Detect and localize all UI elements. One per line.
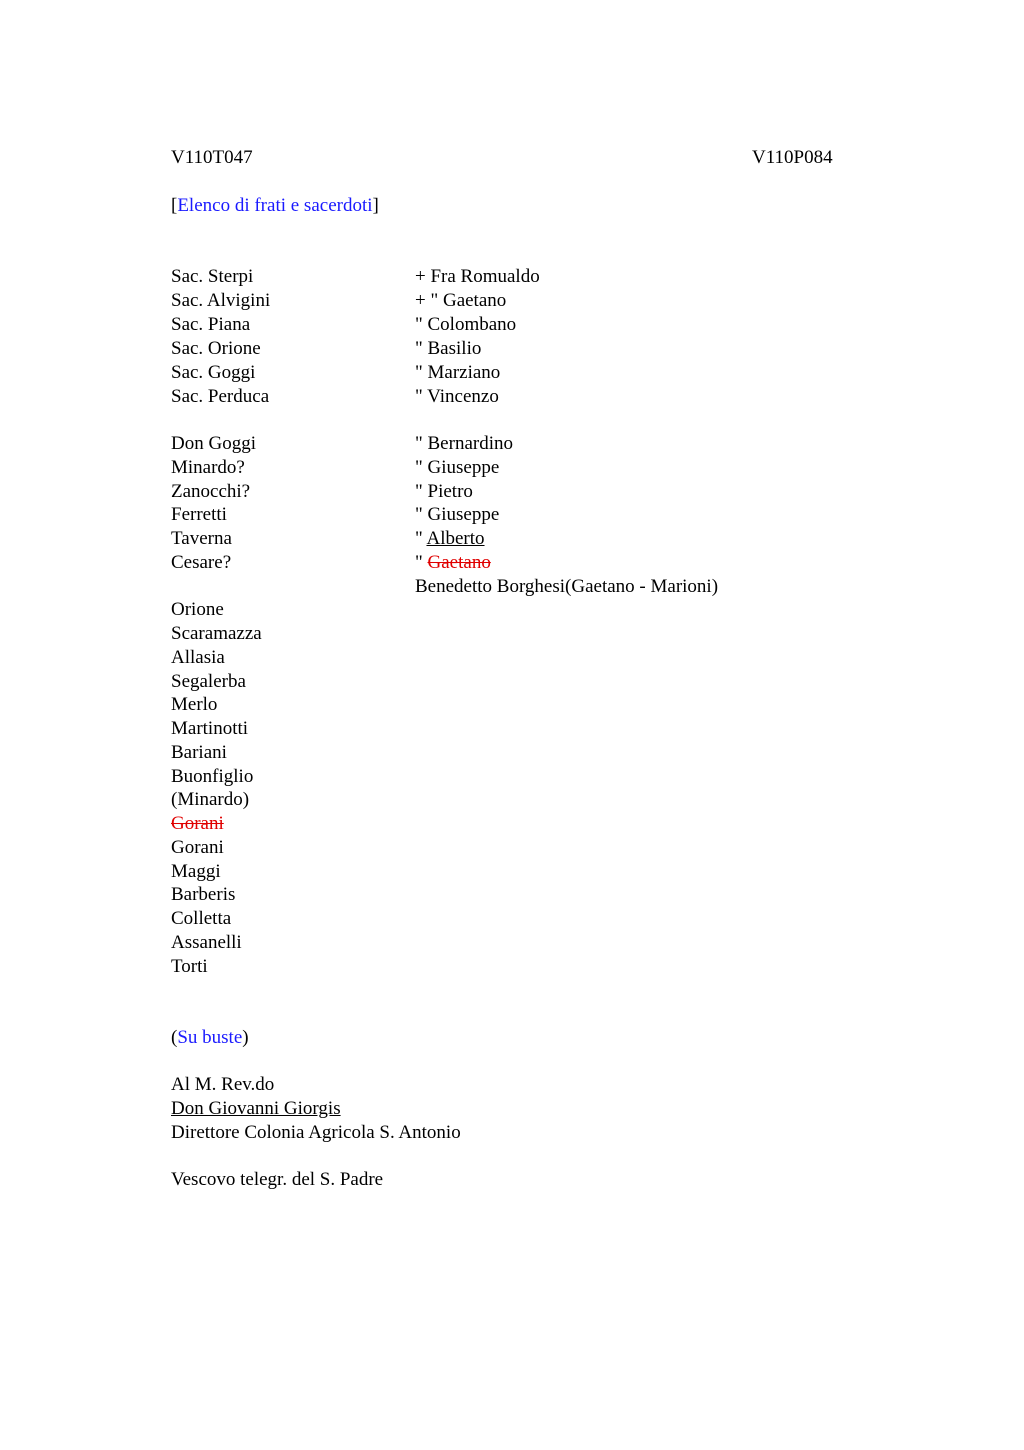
benedetto-entry: Benedetto Borghesi(Gaetano - Marioni) xyxy=(415,576,719,597)
ditto-mark: " xyxy=(415,528,427,549)
name-entry: Zanocchi? xyxy=(171,481,251,502)
envelope-note-text: Su buste xyxy=(177,1027,243,1048)
page-title xyxy=(171,194,379,218)
friar-name: " Marziano xyxy=(415,362,501,383)
friar-name: " Basilio xyxy=(415,338,482,359)
name-entry: Martinotti xyxy=(171,718,249,739)
name-entry: Bariani xyxy=(171,742,227,763)
name-entry: Barberis xyxy=(171,884,236,905)
ditto-mark: " xyxy=(415,552,428,573)
friar-name: " Bernardino xyxy=(415,433,513,454)
friar-name: " Vincenzo xyxy=(415,386,499,407)
doc-ref-right: V110P084 xyxy=(752,147,833,168)
name-entry: Buonfiglio xyxy=(171,766,254,787)
priest-name: Sac. Goggi xyxy=(171,362,256,383)
name-entry: Allasia xyxy=(171,647,225,668)
struck-name: Gaetano xyxy=(427,552,491,573)
name-entry: Orione xyxy=(171,599,224,620)
friar-name: " Giuseppe xyxy=(415,504,500,525)
name-entry: Merlo xyxy=(171,694,218,715)
priest-name: Sac. Orione xyxy=(171,338,261,359)
priest-name: Sac. Piana xyxy=(171,314,251,335)
address-line-2: Don Giovanni Giorgis xyxy=(171,1098,341,1119)
struck-name: Gorani xyxy=(171,813,224,834)
friar-name: + " Gaetano xyxy=(415,290,507,311)
doc-ref-left: V110T047 xyxy=(171,147,253,168)
name-entry: Scaramazza xyxy=(171,623,262,644)
friar-name: + Fra Romualdo xyxy=(415,266,540,287)
paren-open: ( xyxy=(171,1027,178,1048)
title-bracket-open: [ xyxy=(171,195,178,216)
footer-note: Vescovo telegr. del S. Padre xyxy=(171,1169,384,1190)
name-entry: Torti xyxy=(171,956,208,977)
name-entry: Maggi xyxy=(171,861,221,882)
priest-name: Sac. Sterpi xyxy=(171,266,254,287)
name-entry: Don Goggi xyxy=(171,433,256,454)
name-entry: Colletta xyxy=(171,908,232,929)
friar-name: " Colombano xyxy=(415,314,517,335)
name-entry: Minardo? xyxy=(171,457,245,478)
name-entry: (Minardo) xyxy=(171,789,250,810)
address-line-3: Direttore Colonia Agricola S. Antonio xyxy=(171,1122,461,1143)
priest-name: Sac. Perduca xyxy=(171,386,270,407)
address-line-1: Al M. Rev.do xyxy=(171,1074,275,1095)
friar-name: " Giuseppe xyxy=(415,457,500,478)
title-bracket-close: ] xyxy=(372,195,379,216)
name-entry: Segalerba xyxy=(171,671,246,692)
friar-name-gaetano xyxy=(415,551,491,575)
underlined-name: Alberto xyxy=(426,528,485,549)
priest-name: Sac. Alvigini xyxy=(171,290,271,311)
envelope-note xyxy=(171,1026,249,1050)
paren-close: ) xyxy=(242,1027,249,1048)
name-entry: Assanelli xyxy=(171,932,242,953)
friar-name-alberto xyxy=(415,527,485,551)
name-entry: Taverna xyxy=(171,528,232,549)
name-entry: Cesare? xyxy=(171,552,232,573)
name-entry: Ferretti xyxy=(171,504,227,525)
friar-name: " Pietro xyxy=(415,481,473,502)
name-entry: Gorani xyxy=(171,837,224,858)
title-text: Elenco di frati e sacerdoti xyxy=(177,195,373,216)
